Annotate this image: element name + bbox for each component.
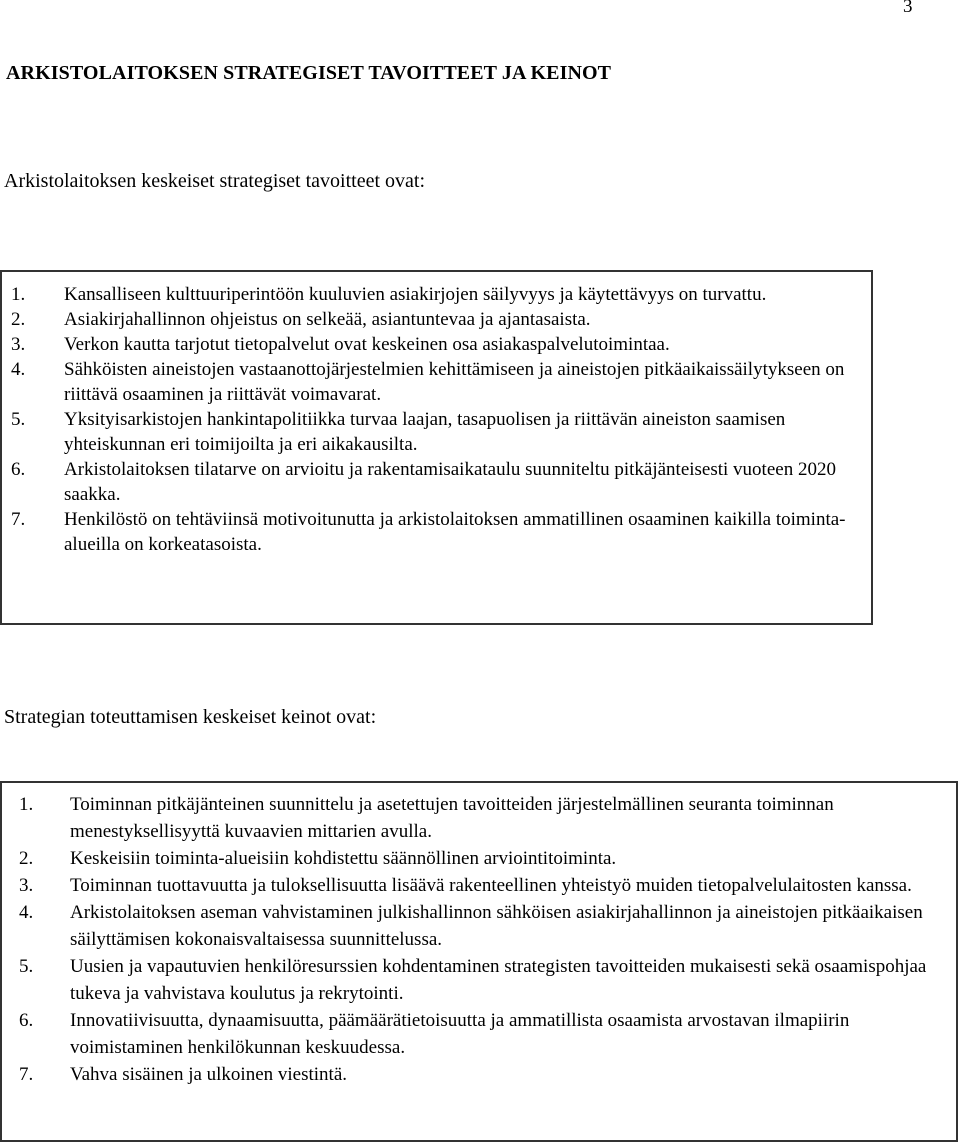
goal-item — [2, 357, 871, 407]
goal-item — [2, 407, 871, 457]
means-text: Innovatiivisuutta, dynaamisuutta, päämäärätietoisuutta ja ammatillista osaamista arvostavan ilmapiirin voimistaminen henkilökunnan keskuudessa. — [70, 1010, 850, 1058]
goal-text: Yksityisarkistojen hankintapolitiikka turvaa laajan, tasapuolisen ja riittävän aineiston saamisen yhteiskunnan eri toimijoilta ja eri aikakausilta. — [64, 409, 786, 455]
means-list — [2, 791, 956, 1088]
goals-intro: Arkistolaitoksen keskeiset strategiset tavoitteet ovat: — [4, 170, 426, 192]
goal-text: Verkon kautta tarjotut tietopalvelut ovat keskeinen osa asiakaspalvelutoimintaa. — [64, 334, 670, 355]
means-text: Toiminnan pitkäjänteinen suunnittelu ja asetettujen tavoitteiden järjestelmällinen seuranta toiminnan menestyksellisyyttä kuvaavien mittarien avulla. — [70, 794, 834, 842]
goal-item — [2, 507, 871, 557]
goal-number: 6. — [11, 459, 26, 480]
goal-text: Arkistolaitoksen tilatarve on arvioitu ja rakentamisaikataulu suunniteltu pitkäjänteisesti vuoteen 2020 saakka. — [64, 459, 836, 505]
goal-text: Henkilöstö on tehtäviinsä motivoitunutta ja arkistolaitoksen ammatillinen osaaminen kaikilla toiminta-alueilla on korkeatasoista. — [64, 509, 846, 555]
goal-text: Asiakirjahallinnon ohjeistus on selkeää, asiantuntevaa ja ajantasaista. — [64, 309, 591, 330]
means-item — [2, 791, 956, 845]
means-intro: Strategian toteuttamisen keskeiset keinot ovat: — [4, 706, 377, 728]
goals-list — [2, 282, 871, 557]
means-text: Uusien ja vapautuvien henkilöresurssien kohdentaminen strategisten tavoitteiden mukaisesti sekä osaamispohjaa tukeva ja vahvistava koulutus ja rekrytointi. — [70, 956, 927, 1004]
means-number: 2. — [19, 848, 34, 869]
goal-number: 3. — [11, 334, 26, 355]
goal-number: 1. — [11, 284, 26, 305]
goal-number: 4. — [11, 359, 26, 380]
goal-item — [2, 307, 871, 332]
means-number: 4. — [19, 902, 34, 923]
means-number: 7. — [19, 1064, 34, 1085]
goal-number: 5. — [11, 409, 26, 430]
means-item — [2, 872, 956, 899]
means-text: Arkistolaitoksen aseman vahvistaminen julkishallinnon sähköisen asiakirjahallinnon ja aineistojen pitkäaikaisen säilyttämisen kokonaisvaltaisessa suunnittelussa. — [70, 902, 923, 950]
page-number: 3 — [903, 0, 913, 17]
goal-item — [2, 457, 871, 507]
goal-number: 7. — [11, 509, 26, 530]
means-number: 1. — [19, 794, 34, 815]
means-item — [2, 953, 956, 1007]
goal-number: 2. — [11, 309, 26, 330]
means-number: 6. — [19, 1010, 34, 1031]
goal-item — [2, 332, 871, 357]
goal-text: Sähköisten aineistojen vastaanottojärjestelmien kehittämiseen ja aineistojen pitkäaikaissäilytykseen on riittävä osaaminen ja riittävät voimavarat. — [64, 359, 845, 405]
goal-text: Kansalliseen kulttuuriperintöön kuuluvien asiakirjojen säilyvyys ja käytettävyys on turvattu. — [64, 284, 767, 305]
means-item — [2, 899, 956, 953]
goals-box — [0, 270, 873, 625]
means-box — [0, 781, 958, 1142]
goal-item — [2, 282, 871, 307]
means-item — [2, 845, 956, 872]
means-item — [2, 1007, 956, 1061]
means-item — [2, 1061, 956, 1088]
means-number: 3. — [19, 875, 34, 896]
means-number: 5. — [19, 956, 34, 977]
means-text: Keskeisiin toiminta-alueisiin kohdistettu säännöllinen arviointitoiminta. — [70, 848, 617, 869]
means-text: Toiminnan tuottavuutta ja tuloksellisuutta lisäävä rakenteellinen yhteistyö muiden tietopalvelulaitosten kanssa. — [70, 875, 912, 896]
means-text: Vahva sisäinen ja ulkoinen viestintä. — [70, 1064, 348, 1085]
page-title: ARKISTOLAITOKSEN STRATEGISET TAVOITTEET JA KEINOT — [6, 62, 612, 84]
